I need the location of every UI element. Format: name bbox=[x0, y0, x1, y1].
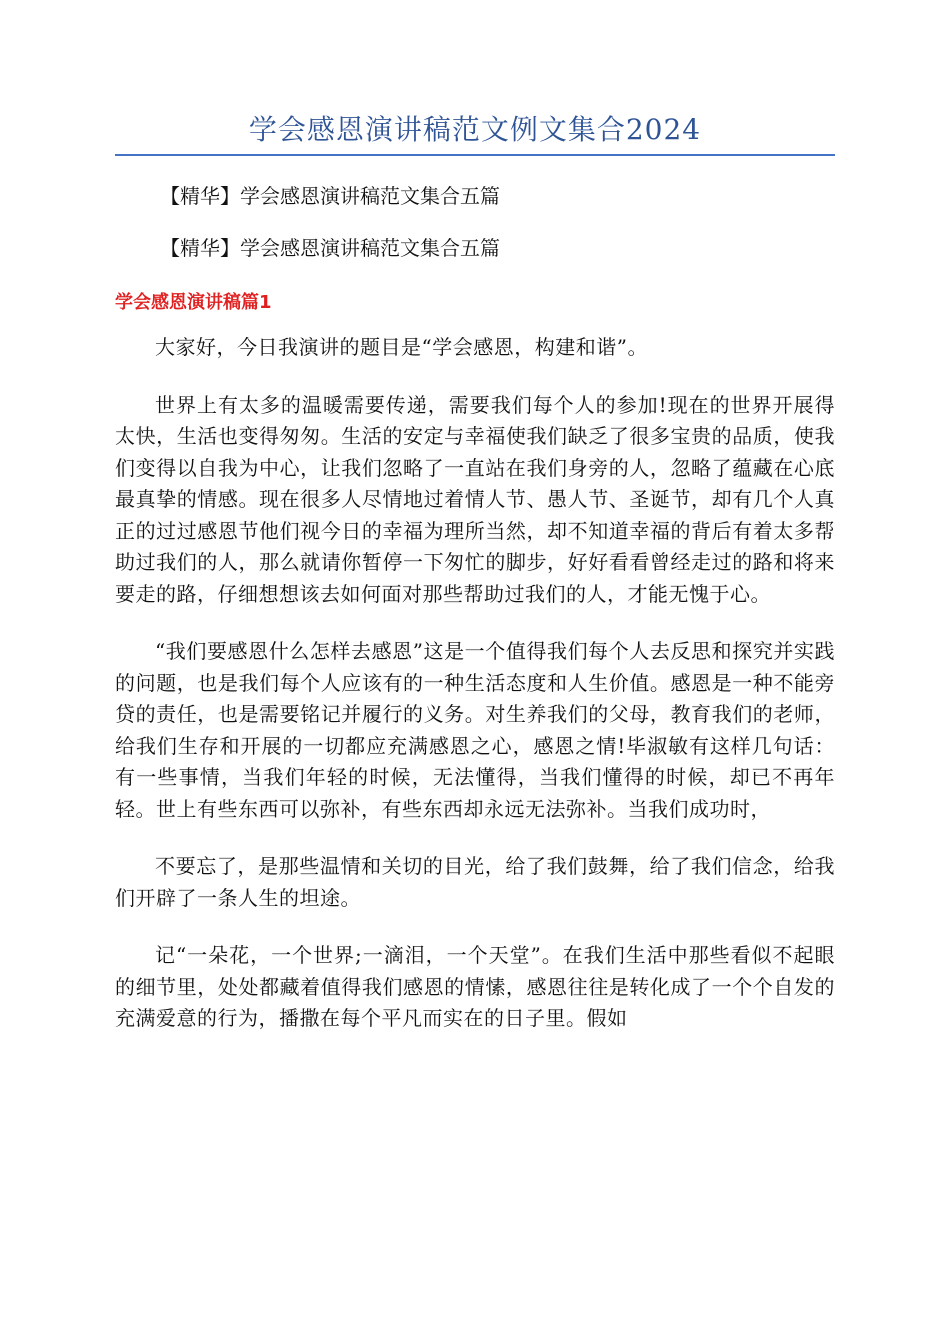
paragraph: 不要忘了，是那些温情和关切的目光，给了我们鼓舞，给了我们信念，给我们开辟了一条人生的坦途。 bbox=[115, 854, 835, 910]
paragraph: 世界上有太多的温暖需要传递，需要我们每个人的参加!现在的世界开展得太快，生活也变得匆匆。生活的安定与幸福使我们缺乏了很多宝贵的品质，使我们变得以自我为中心，让我们忽略了一直站在我们身旁的人，忽略了蕴藏在心底最真挚的情感。现在很多人尽情地过着情人节、愚人节、圣诞节，却有几个人真正的过过感恩节他们视今日的幸福为理所当然，却不知道幸福的背后有着太多帮助过我们的人，那么就请你暂停一下匆忙的脚步，好好看看曾经走过的路和将来要走的路，仔细想想该去如何面对那些帮助过我们的人，才能无愧于心。 bbox=[115, 392, 835, 606]
paragraph: 记“一朵花，一个世界;一滴泪，一个天堂”。在我们生活中那些看似不起眼的细节里，处处都藏着值得我们感恩的情愫，感恩往往是转化成了一个个自发的充满爱意的行为，播撒在每个平凡而实在的日子里。假如 bbox=[115, 943, 835, 1030]
toc-entry: 【精华】学会感恩演讲稿范文集合五篇 bbox=[160, 184, 500, 208]
title-underline bbox=[115, 154, 835, 156]
toc-entry: 【精华】学会感恩演讲稿范文集合五篇 bbox=[160, 236, 500, 260]
paragraph: “我们要感恩什么怎样去感恩”这是一个值得我们每个人去反思和探究并实践的问题，也是我们每个人应该有的一种生活态度和人生价值。感恩是一种不能旁贷的责任，也是需要铭记并履行的义务。对生养我们的父母，教育我们的老师，给我们生存和开展的一切都应充满感恩之心，感恩之情!毕淑敏有这样几句话：有一些事情，当我们年轻的时候，无法懂得，当我们懂得的时候，却已不再年轻。世上有些东西可以弥补，有些东西却永远无法弥补。当我们成功时， bbox=[115, 639, 835, 821]
document-title: 学会感恩演讲稿范文例文集合2024 bbox=[248, 113, 702, 146]
paragraph: 大家好，今日我演讲的题目是“学会感恩，构建和谐”。 bbox=[155, 335, 648, 359]
section-heading: 学会感恩演讲稿篇1 bbox=[115, 292, 272, 313]
body-text bbox=[115, 332, 835, 1061]
